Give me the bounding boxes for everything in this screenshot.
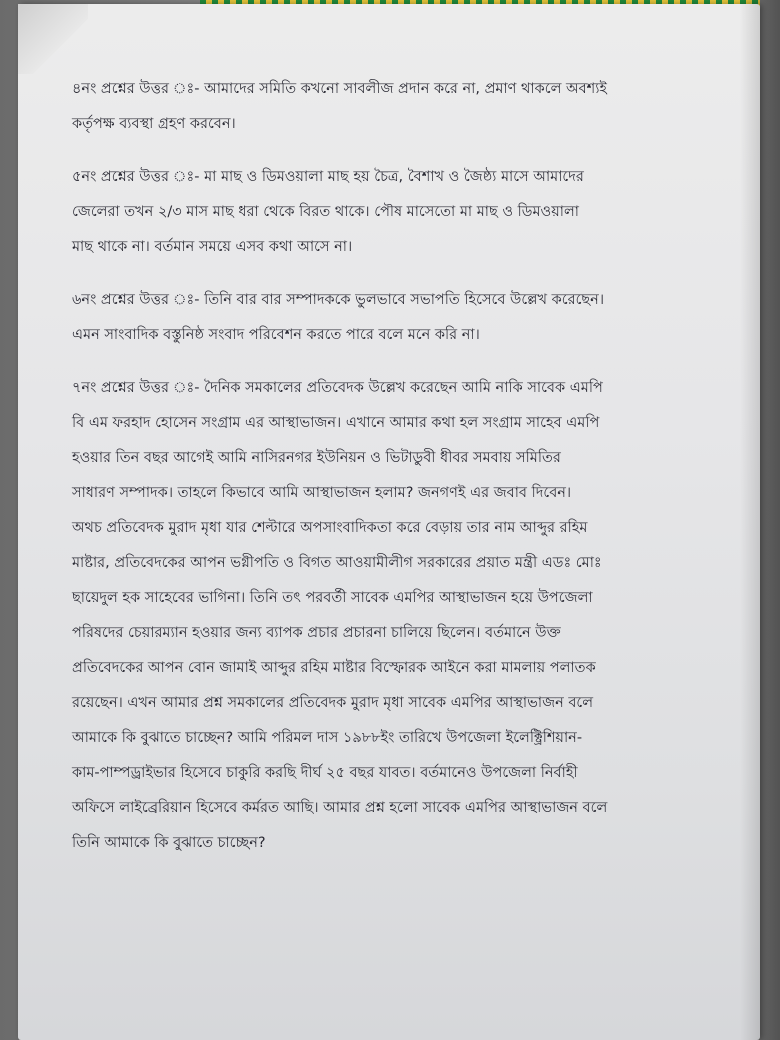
document-body [72, 72, 722, 875]
answer-4-paragraph: ৪নং প্রশ্নের উত্তর ঃ- আমাদের সমিতি কখনো সাবলীজ প্রদান করে না, প্রমাণ থাকলে অবশ্যই কর্তৃপক্ষ ব্যবস্থা গ্রহণ করবেন। [72, 81, 607, 132]
edge-shadow [740, 0, 780, 1040]
answer-6-paragraph: ৬নং প্রশ্নের উত্তর ঃ- তিনি বার বার সম্পাদককে ভুলভাবে সভাপতি হিসেবে উল্লেখ করেছেন। এমন সাংবাদিক বস্তুনিষ্ঠ সংবাদ পরিবেশন করতে পারে বলে মনে করি না। [72, 292, 605, 343]
answer-5-paragraph: ৫নং প্রশ্নের উত্তর ঃ- মা মাছ ও ডিমওয়ালা মাছ হয় চৈত্র, বৈশাখ ও জৈষ্ঠ্য মাসে আমাদের জেলেরা তখন ২/৩ মাস মাছ ধরা থেকে বিরত থাকে। পৌষ মাসেতো মা মাছ ও ডিমওয়ালা মাছ থাকে না। বর্তমান সময়ে এসব কথা আসে না। [72, 169, 584, 255]
paper-fold-corner [18, 4, 88, 74]
answer-7-paragraph: ৭নং প্রশ্নের উত্তর ঃ- দৈনিক সমকালের প্রতিবেদক উল্লেখ করেছেন আমি নাকি সাবেক এমপি বি এম ফরহাদ হোসেন সংগ্রাম এর আস্থাভাজন। এখানে আমার কথা হল সংগ্রাম সাহেব এমপি হওয়ার তিন বছর আগেই আমি নাসিরনগর ইউনিয়ন ও ভিটাডুবী ধীবর সমবায় সমিতির সাধারণ সম্পাদক। তাহলে কিভাবে আমি আস্থাভাজন হলাম? জনগণই এর জবাব দিবেন। অথচ প্রতিবেদক মুরাদ মৃধা যার শেল্টারে অপসাংবাদিকতা করে বেড়ায় তার নাম আব্দুর রহিম মাষ্টার, প্রতিবেদকের আপন ভগ্নীপতি ও বিগত আওয়ামীলীগ সরকারের প্রয়াত মন্ত্রী এডঃ মোঃ ছায়েদুল হক সাহেবের ভাগিনা। তিনি তৎ পরবর্তী সাবেক এমপির আস্থাভাজন হয়ে উপজেলা পরিষদের চেয়ারম্যান হওয়ার জন্য ব্যাপক প্রচার প্রচারনা চালিয়ে ছিলেন। বর্তমানে উক্ত প্রতিবেদকের আপন বোন জামাই আব্দুর রহিম মাষ্টার বিস্ফোরক আইনে করা মামলায় পলাতক রয়েছেন। এখন আমার প্রশ্ন সমকালের প্রতিবেদক মুরাদ মৃধা সাবেক এমপির আস্থাভাজন বলে আমাকে কি বুঝাতে চাচ্ছেন? আমি পরিমল দাস ১৯৮৮ইং তারিখে উপজেলা ইলেক্ট্রিশিয়ান- কাম-পাম্পড্রাইভার হিসেবে চাকুরি করছি দীর্ঘ ২৫ বছর যাবত। বর্তমানেও উপজেলা নির্বাহী অফিসে লাইব্রেরিয়ান হিসেবে কর্মরত আছি। আমার প্রশ্ন হলো সাবেক এমপির আস্থাভাজন বলে তিনি আমাকে কি বুঝাতে চাচ্ছেন? [72, 380, 608, 851]
